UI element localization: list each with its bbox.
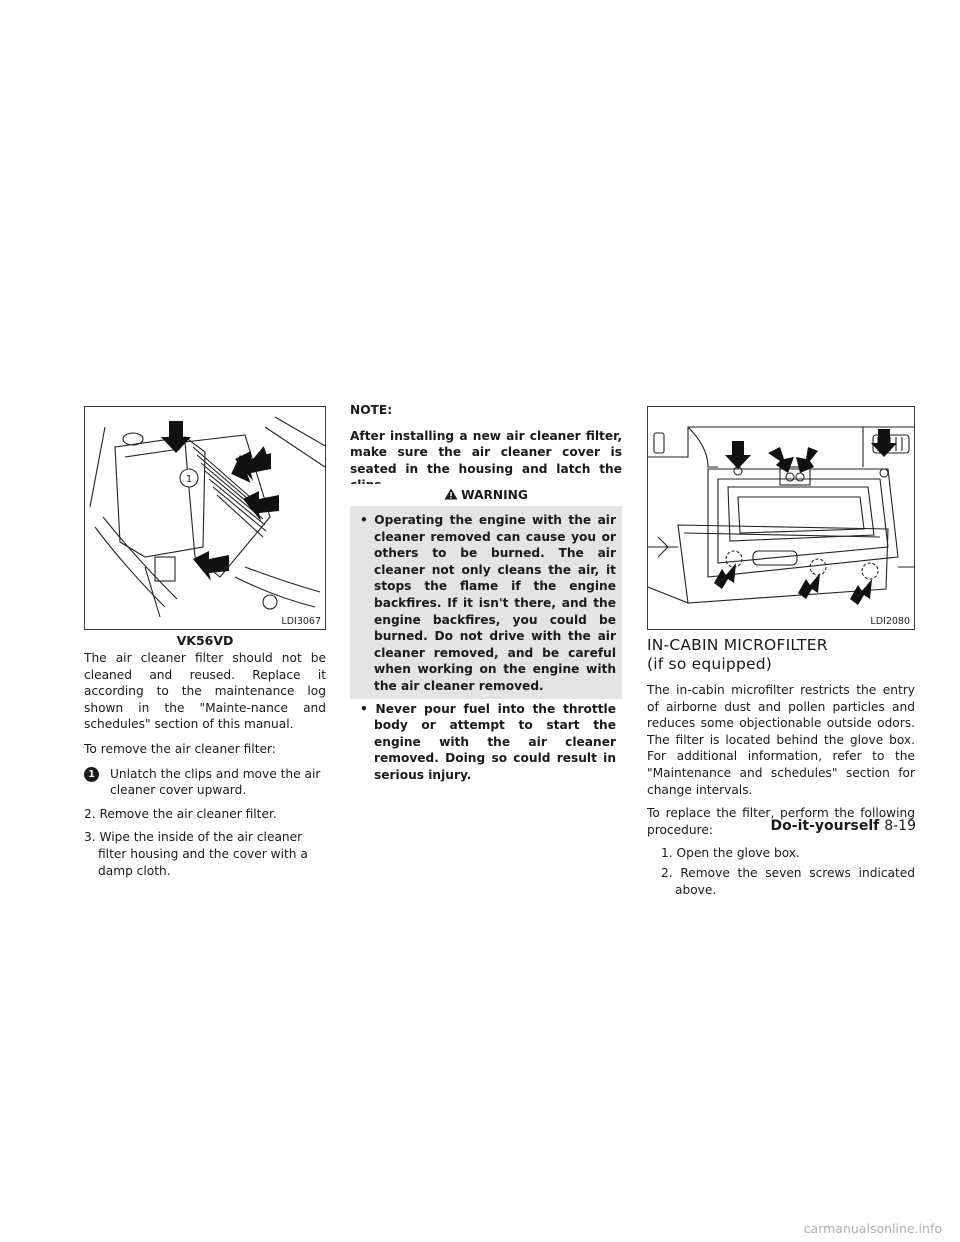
list-item	[84, 806, 326, 823]
warning-list	[360, 512, 616, 790]
step-marker: 2.	[84, 806, 96, 821]
air-cleaner-illustration	[84, 406, 326, 630]
callout-label: 1	[185, 474, 193, 485]
list-item	[84, 766, 326, 799]
microfilter-paragraph: The in-cabin microfilter restricts the entry of airborne dust and pollen particles and reduces some objectionable outside odors. The filter is located behind the glove box. For additional information, refer to the "Maintenance and schedules" section for change intervals.	[647, 683, 915, 797]
column-right	[647, 636, 915, 901]
column-middle	[350, 402, 622, 494]
removal-intro: To remove the air cleaner filter:	[84, 741, 276, 756]
warning-text: Never pour fuel into the throttle body or attempt to start the engine with the air cleaner removed. Doing so could result in serious injury.	[374, 701, 616, 782]
warning-title: WARNING	[461, 488, 528, 502]
procedure-steps	[647, 845, 915, 898]
warning-box	[350, 484, 622, 782]
column-left	[84, 650, 326, 886]
warning-header	[350, 484, 622, 506]
figure-code: LDI2080	[870, 616, 910, 627]
step-text: Unlatch the clips and move the air cleaner cover upward.	[110, 766, 321, 798]
watermark: carmanualsonline.info	[803, 1221, 942, 1236]
engine-bay-drawing	[85, 407, 326, 630]
figure-code: LDI3067	[281, 616, 321, 627]
step-marker: 2.	[661, 865, 673, 880]
page-number: 8-19	[884, 818, 916, 834]
list-item: • Never pour fuel into the throttle body or attempt to start the engine with the air cleaner removed. Doing so could result in serious injury.	[360, 701, 616, 782]
section-title-line2: (if so equipped)	[647, 655, 773, 673]
note-body: After installing a new air cleaner filter, make sure the air cleaner cover is seated in the housing and latch the	[350, 428, 622, 476]
section-title	[647, 636, 915, 674]
step-text: Open the glove box.	[676, 846, 800, 861]
list-item	[661, 865, 915, 898]
intro-paragraph: The air cleaner filter should not be cleaned and reused. Replace it according to the maintenance log shown in the "Mainte-nance and schedules" section of this manual.	[84, 651, 326, 732]
warning-triangle-icon	[444, 488, 458, 500]
page-footer	[771, 818, 916, 834]
step-marker: 1.	[661, 846, 673, 861]
glove-box-drawing	[648, 407, 915, 630]
glove-box-illustration	[647, 406, 915, 630]
removal-steps	[84, 766, 326, 880]
step-text: Remove the air cleaner filter.	[99, 806, 277, 821]
list-item	[84, 829, 326, 879]
procedure-intro: To replace the filter, perform the following procedure:	[647, 806, 915, 837]
step-marker: 3.	[84, 830, 96, 845]
circled-number-icon: 1	[84, 767, 99, 782]
section-title-line1: IN-CABIN MICROFILTER	[647, 636, 828, 654]
footer-section: Do-it-yourself	[770, 818, 880, 834]
list-item: • Operating the engine with the air cleaner removed can cause you or others to be burned. The air cleaner not only cleans the air, it stops the flame if the engine backfires. If it isn't there, and the engine backfires, you could be burned. Do not drive with the air cleaner removed, and be careful when working on the engine with the air cleaner removed.	[360, 513, 616, 693]
list-item	[661, 845, 915, 862]
step-text: Remove the seven screws indicated above.	[675, 865, 915, 897]
figure-caption: VK56VD	[176, 633, 234, 648]
warning-text: Operating the engine with the air cleaner removed can cause you or others to be burned. The air cleaner not only cleans the air, it stops the flame if the engine backfires. If it isn't there, and the engine backfires, you could be burned. Do not drive with the air cleaner removed, and be careful when working on the engine with the air cleaner removed.	[374, 513, 616, 693]
note-title: NOTE:	[350, 403, 393, 417]
step-text: Wipe the inside of the air cleaner filter housing and the cover with a damp cloth.	[98, 830, 308, 878]
